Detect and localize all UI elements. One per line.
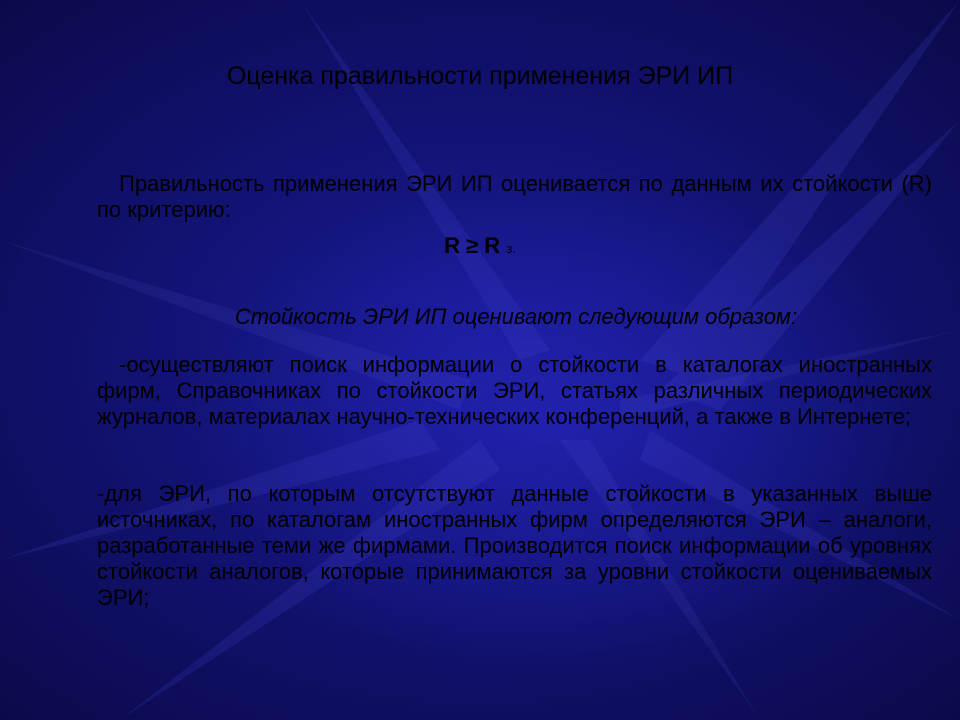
formula-end: . bbox=[512, 241, 516, 256]
formula-operator: ≥ bbox=[466, 233, 479, 258]
formula-rhs: R bbox=[484, 233, 501, 258]
formula-lhs: R bbox=[444, 233, 460, 258]
criterion-formula bbox=[0, 232, 960, 263]
list-item: -осуществляют поиск информации о стойкости в каталогах иностранных фирм, Справочниках по стойкости ЭРИ, статьях различных периодических журналов, материалах научно-технических конференций, а также в Интернете; bbox=[97, 352, 932, 429]
method-heading: Стойкость ЭРИ ИП оценивают следующим образом: bbox=[234, 304, 798, 329]
intro-paragraph: Правильность применения ЭРИ ИП оценивается по данным их стойкости (R) по критерию: bbox=[97, 171, 932, 222]
formula-rhs-subscript: з bbox=[506, 241, 513, 256]
slide-title: Оценка правильности применения ЭРИ ИП bbox=[226, 62, 734, 90]
list-item: -для ЭРИ, по которым отсутствуют данные стойкости в указанных выше источниках, по каталогам иностранных фирм определяются ЭРИ – аналоги, разработанные теми же фирмами. Производится поиск информации об уровнях стойкости аналогов, которые принимаются за уровни стойкости оцениваемых ЭРИ; bbox=[97, 481, 932, 610]
